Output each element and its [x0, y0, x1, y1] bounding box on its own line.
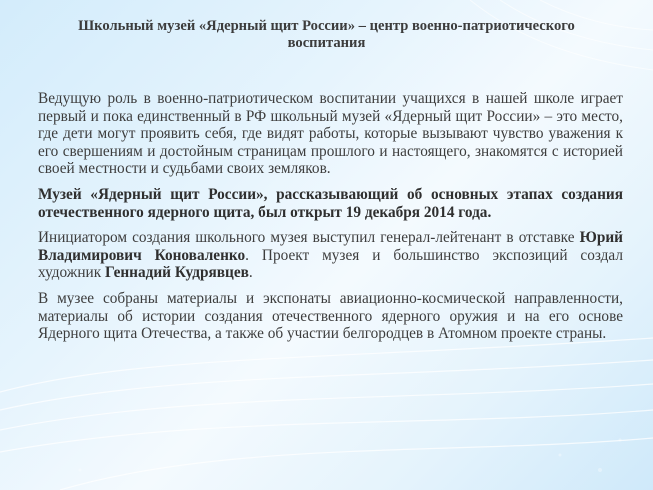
founders-text-1: Инициатором создания школьного музея выступил генерал-лейтенант в отставке: [38, 229, 580, 247]
founders-text-3: .: [248, 264, 253, 282]
artist-name: Геннадий Кудрявцев: [105, 264, 249, 282]
paragraph-collection: В музее собраны материалы и экспонаты авиационно-космической направленности, материалы об истории создания отечественного ядерного оружия и на его основе Ядерного щита Отечества, а также об участии белгородцев в Атомном проекте страны.: [38, 289, 623, 343]
slide-title: Школьный музей «Ядерный щит России» – центр военно-патриотического воспитания: [78, 18, 575, 51]
founder-name: Юрий Владимирович Коноваленко: [38, 229, 623, 264]
paragraph-museum-opening: Музей «Ядерный щит России», рассказывающий об основных этапах создания отечественного ядерного щита, был открыт 19 декабря 2014 года.: [38, 185, 623, 221]
paragraph-intro: Ведущую роль в военно-патриотическом воспитании учащихся в нашей школе играет первый и пока единственный в РФ школьный музей «Ядерный щит России» – это место, где дети могут проявить себя, где видят работы, которые вызывают чувство уважения к его свершениям и достойным страницам прошлого и настоящего, знакомятся с историей своей местности и судьбами своих земляков.: [38, 90, 623, 178]
slide-body: [38, 90, 623, 351]
founders-text-2: . Проект музея и большинство экспозиций создал художник: [38, 246, 623, 282]
paragraph-founders: [38, 229, 623, 282]
